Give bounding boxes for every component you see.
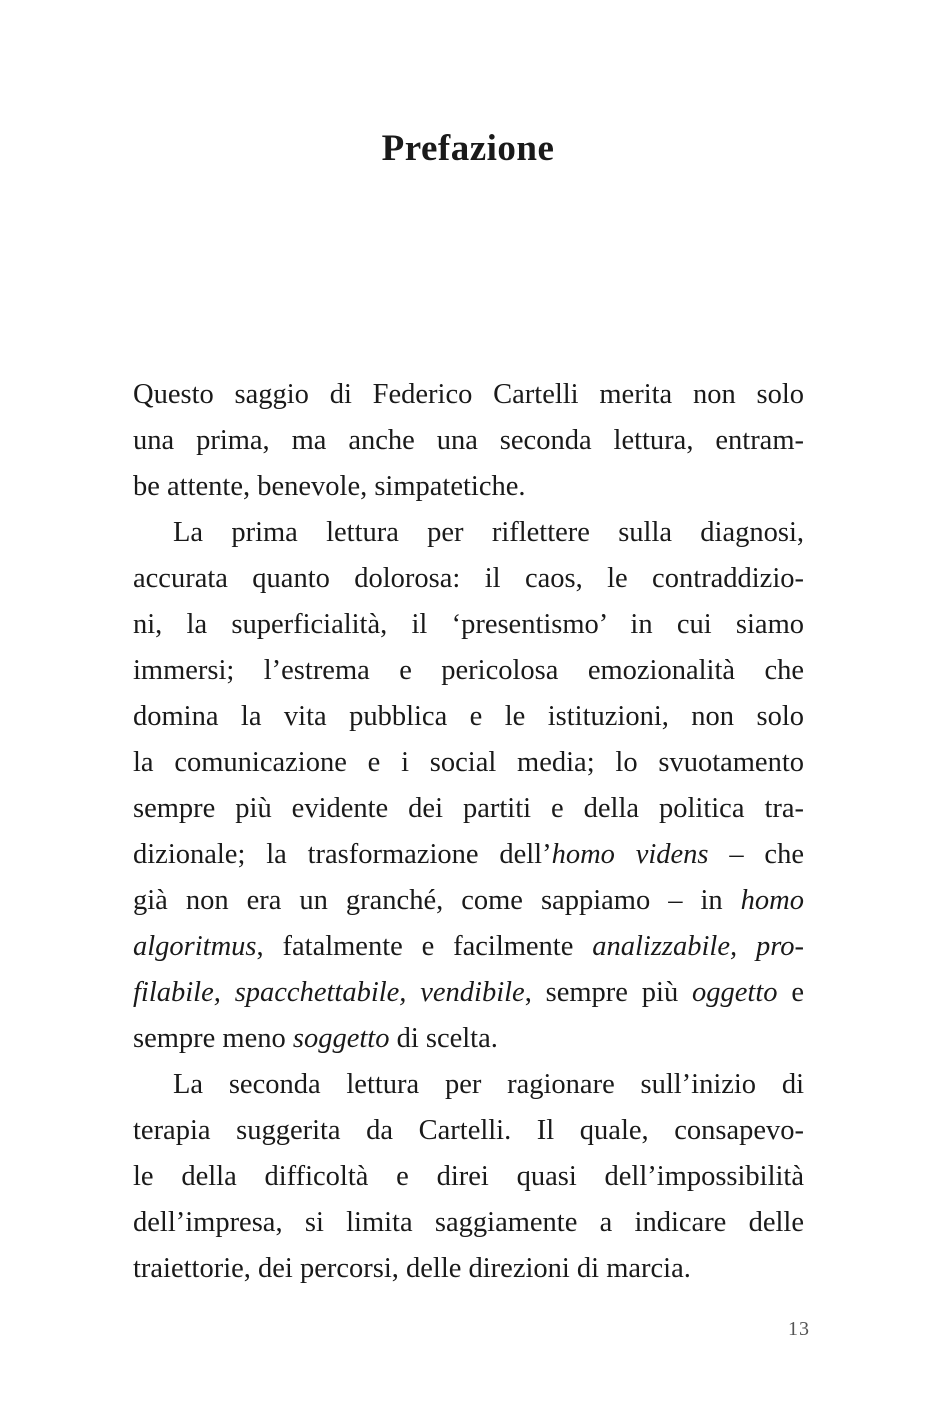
text-run: di scelta. <box>389 1023 498 1054</box>
italic-text: soggetto <box>292 1023 390 1054</box>
body-text <box>133 372 804 1292</box>
text-run: già non era un granché, come sappiamo – in <box>133 885 741 916</box>
italic-text: homo videns <box>551 839 709 870</box>
paragraph <box>133 372 804 510</box>
text-run: immersi; l’estrema e pericolosa emozionalità che <box>133 655 804 686</box>
text-run: le della difficoltà e direi quasi dell’impossibilità <box>133 1161 804 1192</box>
italic-text: analizzabile, pro- <box>592 931 804 962</box>
text-line <box>133 832 804 878</box>
text-line <box>133 970 804 1016</box>
text-line <box>133 372 804 418</box>
italic-text: algoritmus <box>133 931 257 962</box>
text-run: dell’impresa, si limita saggiamente a indicare delle <box>133 1207 804 1238</box>
paragraph <box>133 1062 804 1292</box>
text-line <box>133 1108 804 1154</box>
text-line <box>133 1062 804 1108</box>
text-line <box>133 602 804 648</box>
text-run: una prima, ma anche una seconda lettura, entram- <box>133 425 804 456</box>
text-line <box>133 740 804 786</box>
chapter-title: Prefazione <box>381 128 555 169</box>
text-line <box>133 878 804 924</box>
text-run: , sempre più <box>524 977 693 1008</box>
text-run: be attente, benevole, simpatetiche. <box>133 471 526 502</box>
paragraph <box>133 510 804 1062</box>
text-line <box>133 418 804 464</box>
text-line <box>133 786 804 832</box>
text-line <box>133 1200 804 1246</box>
italic-text: homo <box>740 885 804 916</box>
text-run: la comunicazione e i social media; lo svuotamento <box>133 747 804 778</box>
text-run: accurata quanto dolorosa: il caos, le contraddizio- <box>133 563 804 594</box>
text-line <box>133 648 804 694</box>
text-run: terapia suggerita da Cartelli. Il quale, consapevo- <box>133 1115 804 1146</box>
text-run: e <box>777 977 804 1008</box>
text-line <box>133 1016 804 1062</box>
text-line <box>133 510 804 556</box>
italic-text: oggetto <box>692 977 778 1008</box>
page-number: 13 <box>788 1318 810 1340</box>
text-run: sempre più evidente dei partiti e della politica tra- <box>133 793 804 824</box>
text-run: ni, la superficialità, il ‘presentismo’ in cui siamo <box>133 609 804 640</box>
text-run: La seconda lettura per ragionare sull’inizio di <box>173 1069 804 1100</box>
text-run: traiettorie, dei percorsi, delle direzioni di marcia. <box>133 1253 691 1284</box>
text-line <box>133 1246 804 1292</box>
italic-text: filabile, spacchettabile, vendibile <box>133 977 525 1008</box>
text-line <box>133 694 804 740</box>
text-line <box>133 924 804 970</box>
text-run: – che <box>708 839 804 870</box>
text-run: dizionale; la trasformazione dell’ <box>133 839 552 870</box>
text-run: , fatalmente e facilmente <box>256 931 593 962</box>
text-run: sempre meno <box>133 1023 293 1054</box>
text-line <box>133 556 804 602</box>
text-line <box>133 1154 804 1200</box>
text-run: La prima lettura per riflettere sulla diagnosi, <box>173 517 804 548</box>
text-run: domina la vita pubblica e le istituzioni, non solo <box>133 701 804 732</box>
text-line <box>133 464 804 510</box>
text-run: Questo saggio di Federico Cartelli merita non solo <box>133 379 804 410</box>
